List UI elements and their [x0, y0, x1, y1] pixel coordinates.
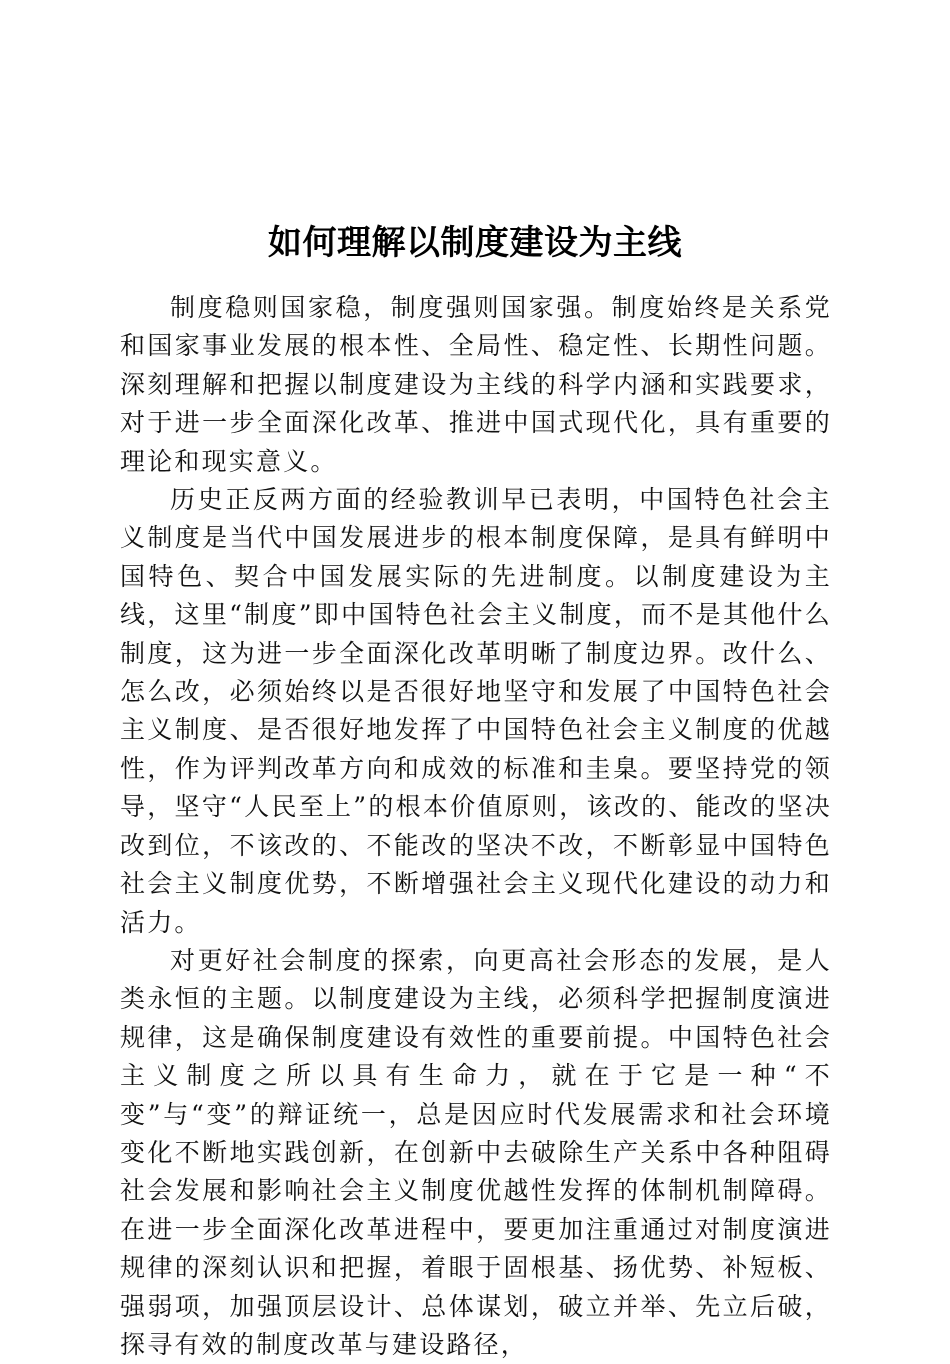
body-paragraph-3: 对更好社会制度的探索，向更高社会形态的发展，是人类永恒的主题。以制度建设为主线，必须科学把握制度演进规律，这是确保制度建设有效性的重要前提。中国特色社会主义制度之所以具有生命力，就在于它是一种“不变”与“变”的辩证统一，总是因应时代发展需求和社会环境变化不断地实践创新，在创新中去破除生产关系中各种阻碍社会发展和影响社会主义制度优越性发挥的体制机制障碍。在进一步全面深化改革进程中，要更加注重通过对制度演进规律的深刻认识和把握，着眼于固根基、扬优势、补短板、强弱项，加强顶层设计、总体谋划，破立并举、先立后破，探寻有效的制度改革与建设路径，: [120, 945, 832, 1359]
body-paragraph-2: 历史正反两方面的经验教训早已表明，中国特色社会主义制度是当代中国发展进步的根本制度保障，是具有鲜明中国特色、契合中国发展实际的先进制度。以制度建设为主线，这里“制度”即中国特色社会主义制度，而不是其他什么制度，这为进一步全面深化改革明晰了制度边界。改什么、怎么改，必须始终以是否很好地坚守和发展了中国特色社会主义制度、是否很好地发挥了中国特色社会主义制度的优越性，作为评判改革方向和成效的标准和圭臬。要坚持党的领导，坚守“人民至上”的根本价值原则，该改的、能改的坚决改到位，不该改的、不能改的坚决不改，不断彰显中国特色社会主义制度优势，不断增强社会主义现代化建设的动力和活力。: [120, 485, 832, 937]
document-body: [120, 289, 832, 1364]
document-title: 如何理解以制度建设为主线: [268, 222, 682, 263]
body-paragraph-1: 制度稳则国家稳，制度强则国家强。制度始终是关系党和国家事业发展的根本性、全局性、稳定性、长期性问题。深刻理解和把握以制度建设为主线的科学内涵和实践要求，对于进一步全面深化改革、推进中国式现代化，具有重要的理论和现实意义。: [120, 293, 832, 476]
